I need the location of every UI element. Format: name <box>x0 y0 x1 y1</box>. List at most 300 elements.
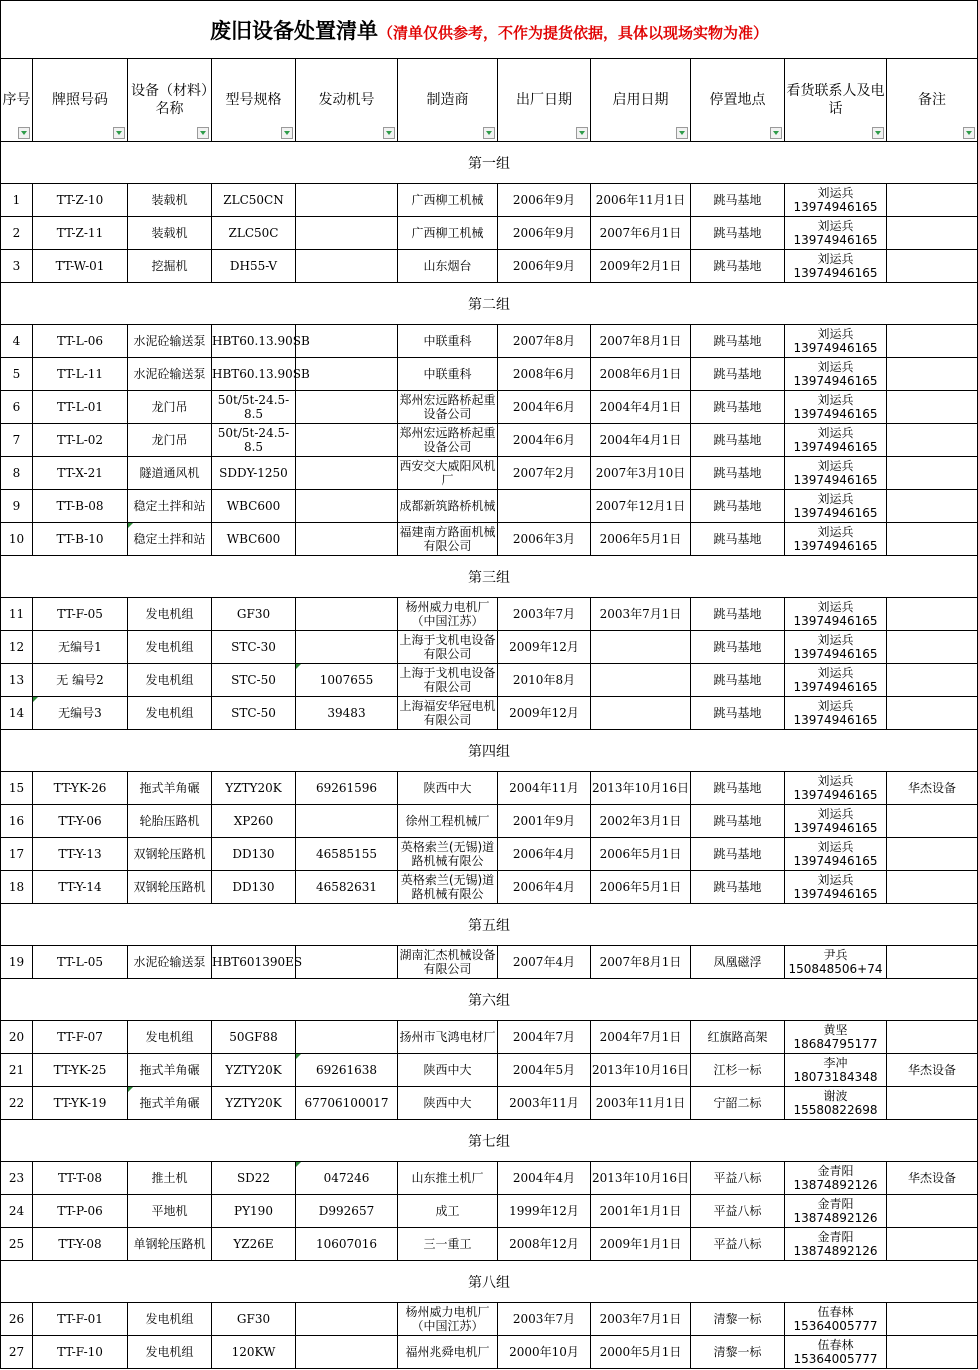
cell-no: 10 <box>1 523 33 556</box>
cell-model: ZLC50CN <box>212 184 296 217</box>
cell-maker: 广西柳工机械 <box>398 184 498 217</box>
col-header-contact <box>785 59 887 142</box>
cell-plate: TT-F-05 <box>33 598 128 631</box>
header-label: 发动机号 <box>318 92 375 108</box>
cell-start-date: 2007年6月1日 <box>591 217 691 250</box>
cell-equipment-name: 水泥砼输送泵 <box>128 325 212 358</box>
cell-location: 宁韶二标 <box>691 1087 785 1120</box>
cell-start-date: 2007年3月10日 <box>591 457 691 490</box>
cell-made-date <box>498 490 591 523</box>
cell-start-date: 2003年7月1日 <box>591 598 691 631</box>
cell-engine-no <box>296 184 398 217</box>
header-label: 制造商 <box>426 92 469 108</box>
group-label: 第五组 <box>1 904 978 946</box>
cell-equipment-name: 发电机组 <box>128 697 212 730</box>
table-row <box>1 523 978 556</box>
cell-made-date: 2004年7月 <box>498 1021 591 1054</box>
contact-phone: 13974946165 <box>793 473 878 487</box>
contact-phone: 13974946165 <box>793 506 878 520</box>
contact-phone: 13974946165 <box>793 713 878 727</box>
cell-model: 50t/5t-24.5-8.5 <box>212 391 296 424</box>
col-header-no <box>1 59 33 142</box>
cell-note <box>887 391 978 424</box>
cell-note <box>887 358 978 391</box>
contact-name: 刘运兵 <box>817 525 854 539</box>
header-label: 启用日期 <box>612 92 669 108</box>
cell-maker: 英格索兰(无锡)道路机械有限公 <box>398 871 498 904</box>
cell-engine-no <box>296 457 398 490</box>
contact-name: 金青阳 <box>817 1164 854 1178</box>
cell-location: 平益八标 <box>691 1228 785 1261</box>
col-header-note <box>887 59 978 142</box>
contact-name: 刘运兵 <box>817 492 854 506</box>
contact-name: 刘运兵 <box>817 699 854 713</box>
cell-engine-no: 67706100017 <box>296 1087 398 1120</box>
col-header-engine <box>296 59 398 142</box>
cell-note <box>887 1303 978 1336</box>
cell-equipment-name: 发电机组 <box>128 1303 212 1336</box>
table-row <box>1 325 978 358</box>
cell-contact <box>785 1087 887 1120</box>
cell-equipment-name: 龙门吊 <box>128 391 212 424</box>
contact-phone: 150848506+74 <box>788 962 883 976</box>
cell-start-date: 2004年4月1日 <box>591 391 691 424</box>
cell-model: HBT60.13.90SB <box>212 358 296 391</box>
filter-dropdown-icon[interactable] <box>483 127 495 139</box>
table-row <box>1 217 978 250</box>
cell-equipment-name: 挖掘机 <box>128 250 212 283</box>
cell-plate: TT-T-08 <box>33 1162 128 1195</box>
cell-maker: 陕西中大 <box>398 772 498 805</box>
cell-engine-no: 1007655 <box>296 664 398 697</box>
cell-maker: 西安交大威阳风机厂 <box>398 457 498 490</box>
cell-maker: 上海于戈机电设备有限公司 <box>398 664 498 697</box>
cell-made-date: 1999年12月 <box>498 1195 591 1228</box>
cell-plate: TT-P-06 <box>33 1195 128 1228</box>
cell-no: 8 <box>1 457 33 490</box>
cell-made-date: 2003年11月 <box>498 1087 591 1120</box>
table-row <box>1 184 978 217</box>
group-row <box>1 1261 978 1303</box>
cell-equipment-name: 轮胎压路机 <box>128 805 212 838</box>
cell-no: 16 <box>1 805 33 838</box>
contact-name: 刘运兵 <box>817 840 854 854</box>
cell-made-date: 2009年12月 <box>498 631 591 664</box>
cell-note: 华杰设备 <box>887 772 978 805</box>
col-header-plate <box>33 59 128 142</box>
cell-location: 清黎一标 <box>691 1336 785 1369</box>
table-row <box>1 457 978 490</box>
cell-maker: 广西柳工机械 <box>398 217 498 250</box>
cell-model: STC-30 <box>212 631 296 664</box>
cell-equipment-name: 拖式羊角碾 <box>128 1087 212 1120</box>
filter-dropdown-icon[interactable] <box>770 127 782 139</box>
cell-location: 跳马基地 <box>691 697 785 730</box>
cell-equipment-name: 装载机 <box>128 184 212 217</box>
cell-maker: 上海于戈机电设备有限公司 <box>398 631 498 664</box>
cell-note: 华杰设备 <box>887 1054 978 1087</box>
cell-note <box>887 838 978 871</box>
cell-plate: 无编号1 <box>33 631 128 664</box>
contact-phone: 13974946165 <box>793 341 878 355</box>
cell-location: 跳马基地 <box>691 184 785 217</box>
cell-no: 4 <box>1 325 33 358</box>
group-label: 第二组 <box>1 283 978 325</box>
contact-name: 刘运兵 <box>817 633 854 647</box>
table-row <box>1 1087 978 1120</box>
cell-made-date: 2006年4月 <box>498 838 591 871</box>
cell-engine-no <box>296 805 398 838</box>
table-row <box>1 1021 978 1054</box>
col-header-maker <box>398 59 498 142</box>
cell-contact <box>785 1054 887 1087</box>
cell-plate: TT-YK-25 <box>33 1054 128 1087</box>
cell-note <box>887 250 978 283</box>
contact-name: 刘运兵 <box>817 600 854 614</box>
cell-contact <box>785 1303 887 1336</box>
contact-name: 刘运兵 <box>817 360 854 374</box>
cell-equipment-name: 龙门吊 <box>128 424 212 457</box>
cell-contact <box>785 523 887 556</box>
cell-plate: TT-F-01 <box>33 1303 128 1336</box>
cell-start-date <box>591 697 691 730</box>
cell-note <box>887 697 978 730</box>
cell-made-date: 2001年9月 <box>498 805 591 838</box>
cell-no: 18 <box>1 871 33 904</box>
cell-start-date: 2009年2月1日 <box>591 250 691 283</box>
contact-phone: 13974946165 <box>793 539 878 553</box>
table-row <box>1 598 978 631</box>
cell-contact <box>785 184 887 217</box>
cell-contact <box>785 250 887 283</box>
contact-phone: 13974946165 <box>793 680 878 694</box>
cell-model: YZ26E <box>212 1228 296 1261</box>
cell-plate: TT-YK-19 <box>33 1087 128 1120</box>
cell-start-date <box>591 631 691 664</box>
cell-made-date: 2006年9月 <box>498 217 591 250</box>
cell-maker: 陕西中大 <box>398 1087 498 1120</box>
group-row <box>1 979 978 1021</box>
cell-engine-no: 69261596 <box>296 772 398 805</box>
cell-location: 跳马基地 <box>691 871 785 904</box>
cell-plate: 无编号3 <box>33 697 128 730</box>
cell-note <box>887 457 978 490</box>
cell-location: 江杉一标 <box>691 1054 785 1087</box>
cell-location: 跳马基地 <box>691 523 785 556</box>
contact-name: 李冲 <box>823 1056 848 1070</box>
cell-model: GF30 <box>212 598 296 631</box>
cell-maker: 三一重工 <box>398 1228 498 1261</box>
cell-maker: 杨州威力电机厂（中国江苏） <box>398 1303 498 1336</box>
cell-start-date <box>591 664 691 697</box>
cell-plate: TT-L-05 <box>33 946 128 979</box>
filter-dropdown-icon[interactable] <box>383 127 395 139</box>
table-row <box>1 490 978 523</box>
filter-dropdown-icon[interactable] <box>963 127 975 139</box>
cell-contact <box>785 805 887 838</box>
cell-location: 跳马基地 <box>691 424 785 457</box>
table-row <box>1 1228 978 1261</box>
cell-location: 跳马基地 <box>691 391 785 424</box>
cell-engine-no <box>296 1336 398 1369</box>
table-row <box>1 250 978 283</box>
contact-phone: 13874892126 <box>793 1178 878 1192</box>
contact-name: 尹兵 <box>823 948 848 962</box>
cell-model: STC-50 <box>212 697 296 730</box>
cell-contact <box>785 1021 887 1054</box>
group-label: 第八组 <box>1 1261 978 1303</box>
cell-contact <box>785 424 887 457</box>
cell-contact <box>785 598 887 631</box>
col-header-name <box>128 59 212 142</box>
cell-contact <box>785 217 887 250</box>
cell-note <box>887 325 978 358</box>
table-row <box>1 1303 978 1336</box>
cell-note <box>887 946 978 979</box>
cell-made-date: 2004年6月 <box>498 391 591 424</box>
cell-equipment-name: 双钢轮压路机 <box>128 838 212 871</box>
cell-note <box>887 424 978 457</box>
cell-maker: 福建南方路面机械有限公司 <box>398 523 498 556</box>
cell-contact <box>785 871 887 904</box>
cell-model: ZLC50C <box>212 217 296 250</box>
contact-name: 伍春林 <box>817 1338 854 1352</box>
table-row <box>1 1162 978 1195</box>
contact-name: 刘运兵 <box>817 873 854 887</box>
cell-plate: TT-Z-10 <box>33 184 128 217</box>
cell-maker: 郑州宏远路桥起重设备公司 <box>398 424 498 457</box>
contact-name: 刘运兵 <box>817 219 854 233</box>
cell-note: 华杰设备 <box>887 1162 978 1195</box>
cell-model: XP260 <box>212 805 296 838</box>
cell-model: GF30 <box>212 1303 296 1336</box>
cell-maker: 扬州市飞鸿电材厂 <box>398 1021 498 1054</box>
cell-equipment-name: 双钢轮压路机 <box>128 871 212 904</box>
title-disclaimer: （清单仅供参考，不作为提货依据，具体以现场实物为准） <box>378 23 769 42</box>
header-label: 序号 <box>2 92 31 108</box>
contact-name: 伍春林 <box>817 1305 854 1319</box>
cell-made-date: 2000年10月 <box>498 1336 591 1369</box>
cell-equipment-name: 稳定土拌和站 <box>128 490 212 523</box>
cell-model: DD130 <box>212 871 296 904</box>
cell-plate: TT-L-01 <box>33 391 128 424</box>
cell-model: SDDY-1250 <box>212 457 296 490</box>
cell-maker: 山东推土机厂 <box>398 1162 498 1195</box>
cell-equipment-name: 水泥砼输送泵 <box>128 946 212 979</box>
contact-phone: 15580822698 <box>793 1103 878 1117</box>
cell-plate: TT-L-02 <box>33 424 128 457</box>
cell-location: 平益八标 <box>691 1162 785 1195</box>
header-label: 备注 <box>918 92 947 108</box>
contact-phone: 13874892126 <box>793 1211 878 1225</box>
cell-location: 跳马基地 <box>691 490 785 523</box>
table-row <box>1 1195 978 1228</box>
cell-maker: 杨州威力电机厂（中国江苏） <box>398 598 498 631</box>
cell-engine-no: D992657 <box>296 1195 398 1228</box>
contact-phone: 13874892126 <box>793 1244 878 1258</box>
cell-start-date: 2003年11月1日 <box>591 1087 691 1120</box>
filter-dropdown-icon[interactable] <box>113 127 125 139</box>
cell-start-date: 2007年8月1日 <box>591 946 691 979</box>
cell-no: 7 <box>1 424 33 457</box>
cell-model: DD130 <box>212 838 296 871</box>
cell-maker: 成工 <box>398 1195 498 1228</box>
cell-maker: 陕西中大 <box>398 1054 498 1087</box>
cell-engine-no <box>296 391 398 424</box>
filter-dropdown-icon[interactable] <box>281 127 293 139</box>
cell-location: 跳马基地 <box>691 772 785 805</box>
cell-equipment-name: 隧道通风机 <box>128 457 212 490</box>
cell-no: 3 <box>1 250 33 283</box>
cell-plate: TT-B-10 <box>33 523 128 556</box>
cell-engine-no <box>296 325 398 358</box>
page-title: 废旧设备处置清单 <box>210 17 379 43</box>
cell-contact <box>785 457 887 490</box>
cell-location: 平益八标 <box>691 1195 785 1228</box>
cell-model: SD22 <box>212 1162 296 1195</box>
header-label: 看货联系人及电话 <box>786 83 885 117</box>
contact-phone: 13974946165 <box>793 647 878 661</box>
cell-location: 跳马基地 <box>691 358 785 391</box>
contact-name: 刘运兵 <box>817 807 854 821</box>
table-row <box>1 664 978 697</box>
cell-equipment-name: 拖式羊角碾 <box>128 1054 212 1087</box>
table-row <box>1 1054 978 1087</box>
cell-engine-no: 10607016 <box>296 1228 398 1261</box>
cell-start-date: 2006年5月1日 <box>591 838 691 871</box>
cell-location: 凤凰磁浮 <box>691 946 785 979</box>
contact-name: 刘运兵 <box>817 393 854 407</box>
cell-made-date: 2006年9月 <box>498 184 591 217</box>
cell-model: HBT601390ES <box>212 946 296 979</box>
header-label: 停置地点 <box>709 92 766 108</box>
cell-maker: 湖南汇杰机械设备有限公司 <box>398 946 498 979</box>
cell-plate: TT-X-21 <box>33 457 128 490</box>
cell-model: 50t/5t-24.5-8.5 <box>212 424 296 457</box>
group-row <box>1 283 978 325</box>
table-row <box>1 871 978 904</box>
filter-dropdown-icon[interactable] <box>676 127 688 139</box>
contact-phone: 18073184348 <box>793 1070 878 1084</box>
filter-dropdown-icon[interactable] <box>18 127 30 139</box>
cell-no: 11 <box>1 598 33 631</box>
table-row <box>1 946 978 979</box>
cell-equipment-name: 拖式羊角碾 <box>128 772 212 805</box>
cell-model: 50GF88 <box>212 1021 296 1054</box>
title-cell <box>1 1 978 59</box>
cell-location: 红旗路高架 <box>691 1021 785 1054</box>
filter-dropdown-icon[interactable] <box>197 127 209 139</box>
contact-name: 金青阳 <box>817 1197 854 1211</box>
cell-start-date: 2001年1月1日 <box>591 1195 691 1228</box>
contact-name: 刘运兵 <box>817 327 854 341</box>
cell-equipment-name: 发电机组 <box>128 664 212 697</box>
cell-note <box>887 598 978 631</box>
cell-plate: TT-Z-11 <box>33 217 128 250</box>
cell-contact <box>785 664 887 697</box>
cell-no: 2 <box>1 217 33 250</box>
cell-no: 20 <box>1 1021 33 1054</box>
cell-model: WBC600 <box>212 523 296 556</box>
cell-note <box>887 490 978 523</box>
cell-maker: 郑州宏远路桥起重设备公司 <box>398 391 498 424</box>
contact-name: 刘运兵 <box>817 666 854 680</box>
cell-no: 25 <box>1 1228 33 1261</box>
cell-model: YZTY20K <box>212 1054 296 1087</box>
cell-note <box>887 631 978 664</box>
cell-contact <box>785 838 887 871</box>
table-row <box>1 424 978 457</box>
group-label: 第四组 <box>1 730 978 772</box>
group-label: 第六组 <box>1 979 978 1021</box>
cell-start-date: 2006年5月1日 <box>591 871 691 904</box>
contact-name: 刘运兵 <box>817 186 854 200</box>
contact-phone: 13974946165 <box>793 407 878 421</box>
group-label: 第一组 <box>1 142 978 184</box>
cell-no: 21 <box>1 1054 33 1087</box>
cell-made-date: 2006年4月 <box>498 871 591 904</box>
group-label: 第三组 <box>1 556 978 598</box>
contact-phone: 13974946165 <box>793 887 878 901</box>
cell-made-date: 2010年8月 <box>498 664 591 697</box>
filter-dropdown-icon[interactable] <box>576 127 588 139</box>
cell-engine-no <box>296 523 398 556</box>
cell-start-date: 2004年4月1日 <box>591 424 691 457</box>
col-header-model <box>212 59 296 142</box>
cell-maker: 中联重科 <box>398 325 498 358</box>
cell-equipment-name: 发电机组 <box>128 1021 212 1054</box>
contact-phone: 13974946165 <box>793 788 878 802</box>
cell-location: 跳马基地 <box>691 457 785 490</box>
cell-start-date: 2004年7月1日 <box>591 1021 691 1054</box>
cell-location: 跳马基地 <box>691 838 785 871</box>
cell-plate: TT-L-06 <box>33 325 128 358</box>
contact-phone: 13974946165 <box>793 614 878 628</box>
cell-engine-no <box>296 358 398 391</box>
cell-contact <box>785 946 887 979</box>
filter-dropdown-icon[interactable] <box>872 127 884 139</box>
cell-equipment-name: 单钢轮压路机 <box>128 1228 212 1261</box>
cell-maker: 中联重科 <box>398 358 498 391</box>
cell-no: 5 <box>1 358 33 391</box>
contact-phone: 13974946165 <box>793 821 878 835</box>
cell-engine-no: 46585155 <box>296 838 398 871</box>
cell-contact <box>785 772 887 805</box>
cell-engine-no: 047246 <box>296 1162 398 1195</box>
cell-engine-no <box>296 250 398 283</box>
cell-model: DH55-V <box>212 250 296 283</box>
group-row <box>1 1120 978 1162</box>
cell-model: YZTY20K <box>212 772 296 805</box>
cell-no: 22 <box>1 1087 33 1120</box>
cell-location: 跳马基地 <box>691 250 785 283</box>
cell-no: 23 <box>1 1162 33 1195</box>
cell-start-date: 2002年3月1日 <box>591 805 691 838</box>
table-row <box>1 697 978 730</box>
cell-note <box>887 664 978 697</box>
cell-no: 9 <box>1 490 33 523</box>
cell-start-date: 2009年1月1日 <box>591 1228 691 1261</box>
contact-name: 谢波 <box>823 1089 848 1103</box>
cell-equipment-name: 发电机组 <box>128 631 212 664</box>
cell-equipment-name: 装载机 <box>128 217 212 250</box>
contact-phone: 18684795177 <box>793 1037 878 1051</box>
cell-contact <box>785 490 887 523</box>
cell-plate: TT-Y-06 <box>33 805 128 838</box>
cell-maker: 福州兆舜电机厂 <box>398 1336 498 1369</box>
table-row <box>1 391 978 424</box>
cell-model: STC-50 <box>212 664 296 697</box>
